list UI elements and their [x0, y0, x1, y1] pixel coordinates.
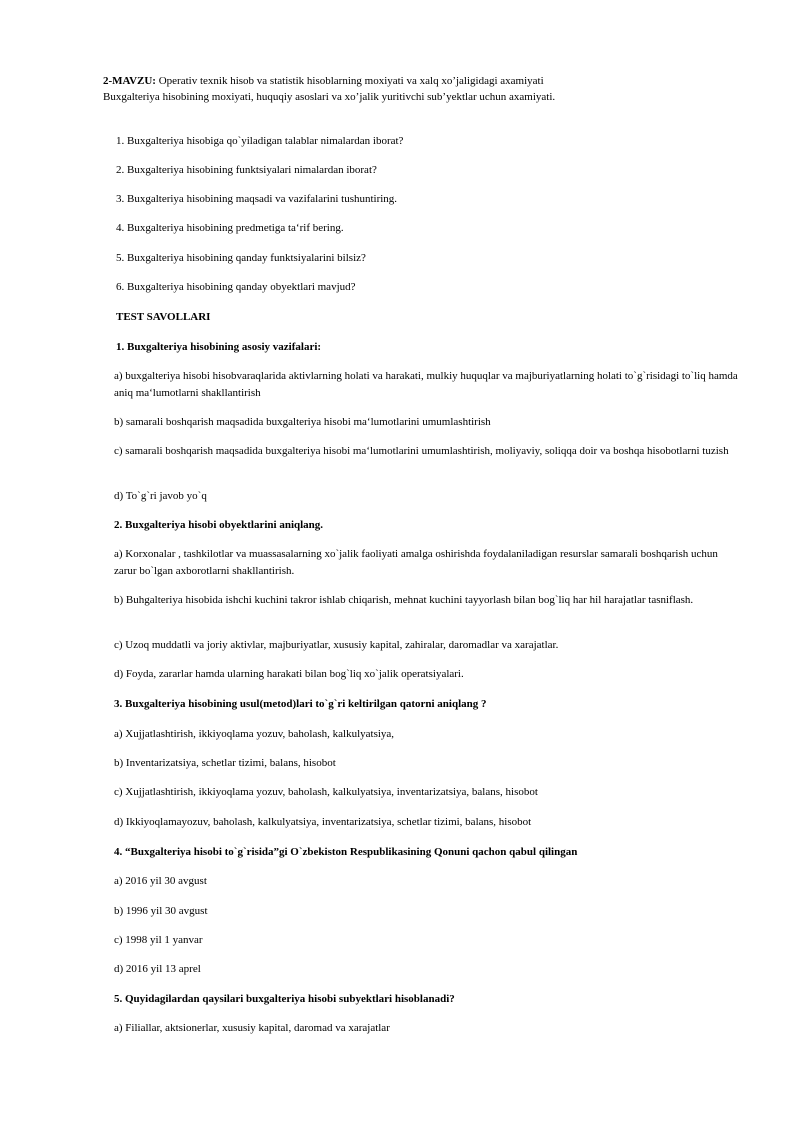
- test-option: d) 2016 yil 13 aprel: [114, 963, 201, 975]
- question-item: 3. Buxgalteriya hisobining maqsadi va vazifalarini tushuntiring.: [116, 193, 398, 205]
- test-option: a) Xujjatlashtirish, ikkiyoqlama yozuv, baholash, kalkulyatsiya,: [114, 728, 395, 740]
- question-item: 6. Buxgalteriya hisobining qanday obyektlari mavjud?: [116, 281, 356, 293]
- test-question: 2. Buxgalteriya hisobi obyektlarini aniqlang.: [114, 519, 324, 531]
- test-option: c) 1998 yil 1 yanvar: [114, 934, 203, 946]
- question-item: 1. Buxgalteriya hisobiga qo`yiladigan talablar nimalardan iborat?: [116, 135, 404, 147]
- test-option: b) Inventarizatsiya, schetlar tizimi, balans, hisobot: [114, 757, 336, 769]
- test-option: b) Buhgalteriya hisobida ishchi kuchini takror ishlab chiqarish, mehnat kuchini tayyorlash bilan bog`liq har hil harajatlar tasniflash.: [114, 594, 694, 606]
- test-option: a) Korxonalar , tashkilotlar va muassasalarning xo`jalik faoliyati amalga oshirishda foydalaniladigan resurslar samarali boshqarish uchun zarur bo`lgan axborotlarni shakllantirish.: [114, 548, 718, 577]
- test-option: c) Uzoq muddatli va joriy aktivlar, majburiyatlar, xususiy kapital, zahiralar, daromadlar va xarajatlar.: [114, 639, 559, 651]
- test-question: 4. “Buxgalteriya hisobi to`g`risida”gi O`zbekiston Respublikasining Qonuni qachon qabul qilingan: [114, 846, 578, 858]
- test-option: d) Ikkiyoqlamayozuv, baholash, kalkulyatsiya, inventarizatsiya, schetlar tizimi, balans, hisobot: [114, 816, 532, 828]
- test-option: d) To`g`ri javob yo`q: [114, 490, 207, 502]
- test-option: b) 1996 yil 30 avgust: [114, 905, 208, 917]
- question-item: 4. Buxgalteriya hisobining predmetiga ta‘rif bering.: [116, 222, 344, 234]
- topic-label: 2-MAVZU:: [103, 75, 156, 87]
- topic-line: [103, 74, 544, 89]
- test-option: a) buxgalteriya hisobi hisobvaraqlarida aktivlarning holati va harakati, mulkiy huquqlar va majburiyatlarning holati to`g`risidagi to`liq hamda aniq ma‘lumotlarni shakllantirish: [114, 370, 738, 399]
- test-question: 3. Buxgalteriya hisobining usul(metod)lari to`g`ri keltirilgan qatorni aniqlang ?: [114, 698, 487, 710]
- test-question: 5. Quyidagilardan qaysilari buxgalteriya hisobi subyektlari hisoblanadi?: [114, 993, 455, 1005]
- topic-subtitle: Buxgalteriya hisobining moxiyati, huquqiy asoslari va xo’jalik yuritivchi sub’yektlar uchun axamiyati.: [103, 91, 556, 103]
- test-option: c) samarali boshqarish maqsadida buxgalteriya hisobi ma‘lumotlarini umumlashtirish, moliyaviy, soliqqa doir va boshqa hisobotlarni tuzish: [114, 445, 729, 457]
- test-option: a) Filiallar, aktsionerlar, xususiy kapital, daromad va xarajatlar: [114, 1022, 390, 1034]
- question-item: 5. Buxgalteriya hisobining qanday funktsiyalarini bilsiz?: [116, 252, 366, 264]
- test-option: d) Foyda, zararlar hamda ularning harakati bilan bog`liq xo`jalik operatsiyalari.: [114, 668, 464, 680]
- test-option: b) samarali boshqarish maqsadida buxgalteriya hisobi ma‘lumotlarini umumlashtirish: [114, 416, 491, 428]
- test-option: c) Xujjatlashtirish, ikkiyoqlama yozuv, baholash, kalkulyatsiya, inventarizatsiya, balans, hisobot: [114, 786, 538, 798]
- test-question: 1. Buxgalteriya hisobining asosiy vazifalari:: [116, 341, 322, 353]
- test-option: a) 2016 yil 30 avgust: [114, 875, 207, 887]
- test-heading: TEST SAVOLLARI: [116, 311, 211, 323]
- topic-text: Operativ texnik hisob va statistik hisoblarning moxiyati va xalq xo’jaligidagi axamiyati: [155, 75, 544, 87]
- question-item: 2. Buxgalteriya hisobining funktsiyalari nimalardan iborat?: [116, 164, 377, 176]
